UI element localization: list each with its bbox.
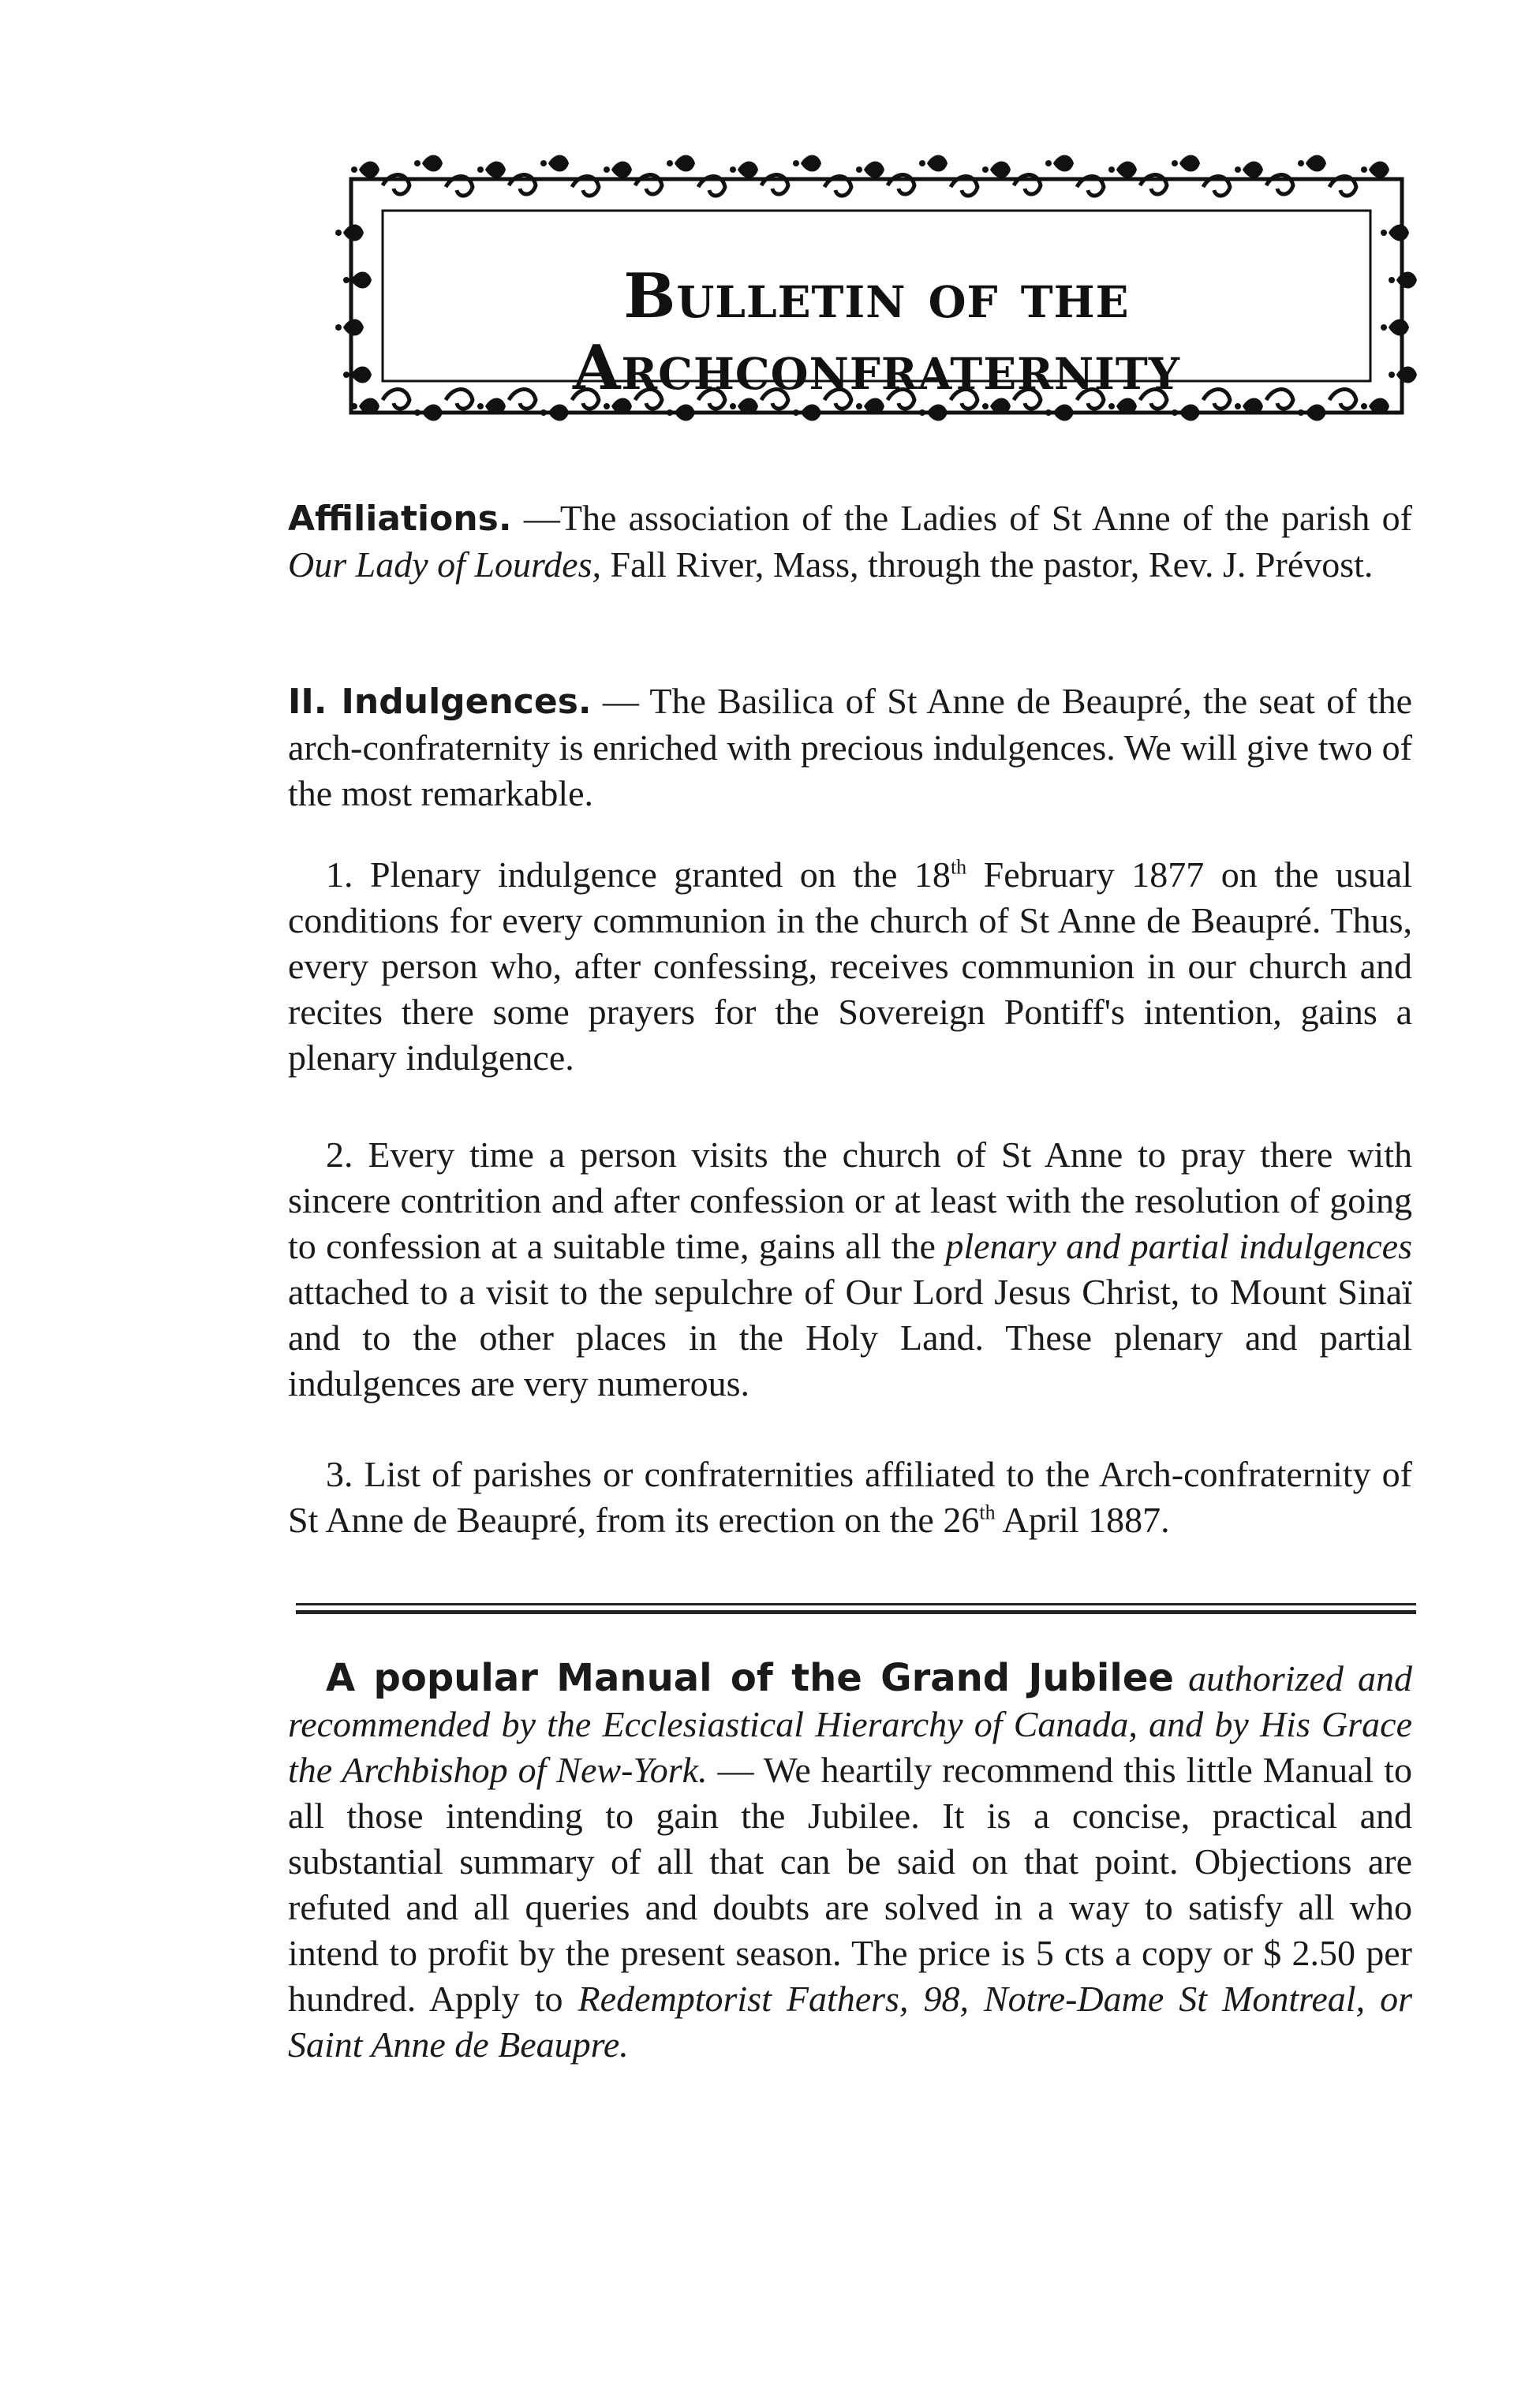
manual-address: Redemptorist Fathers, 98, Notre-Dame St Montreal, or Saint Anne de Beaupre. (288, 1979, 1412, 2065)
indulgences-section (288, 678, 1412, 817)
item-2-italic: plenary and partial indulgences (945, 1226, 1412, 1266)
item-1-text: 1. Plenary indulgence granted on the 18 (326, 854, 951, 895)
item-3-ordinal: th (979, 1501, 996, 1524)
indulgences-lead: II. Indulgences. (288, 682, 592, 722)
item-1-text-end: February 1877 on the usual conditions for every communion in the church of St Anne de Beaupré. Thus, every person who, after confessing, receives communion in our church and recites there some prayers for the Sovereign Pontiff's intention, gains a plenary indulgence. (288, 854, 1412, 1078)
item-2-paragraph (288, 1132, 1412, 1407)
manual-lead: A popular Manual of the Grand Jubilee (326, 1656, 1174, 1700)
bulletin-header (327, 146, 1426, 446)
affiliations-text-end: Fall River, Mass, through the pastor, Rev. J. Prévost. (601, 544, 1374, 585)
item-3-section (288, 1452, 1412, 1543)
item-3-text: 3. List of parishes or confraternities affiliated to the Arch-confraternity of St Anne de Beaupré, from its erection on the 26 (288, 1454, 1412, 1540)
affiliations-text: —The association of the Ladies of St Anne of the parish of (511, 498, 1412, 538)
item-1-section (288, 852, 1412, 1081)
item-1-paragraph (288, 852, 1412, 1081)
affiliations-parish-name: Our Lady of Lourdes, (288, 544, 601, 585)
manual-paragraph (288, 1655, 1412, 2068)
item-2-text: 2. Every time a person visits the church of St Anne to pray there with sincere contrition and after confession or at least with the resolution of going to confession at a suitable time, gains all the (288, 1134, 1412, 1266)
item-2-text-end: attached to a visit to the sepulchre of Our Lord Jesus Christ, to Mount Sinaï and to the other places in the Holy Land. These plenary and partial indulgences are very numerous. (288, 1272, 1412, 1403)
section-divider (296, 1603, 1416, 1614)
item-3-text-end: April 1887. (995, 1500, 1170, 1540)
item-3-paragraph (288, 1452, 1412, 1543)
divider-thin-line (296, 1603, 1416, 1605)
item-2-section (288, 1132, 1412, 1407)
indulgences-paragraph (288, 678, 1412, 817)
item-1-ordinal: th (950, 855, 967, 879)
manual-section (288, 1655, 1412, 2068)
indulgences-text: — The Basilica of St Anne de Beaupré, the seat of the arch-confraternity is enriched with precious indulgences. We will give two of the most remarkable. (288, 681, 1412, 813)
manual-text: — We heartily recommend this little Manual to all those intending to gain the Jubilee. It is a concise, practical and substantial summary of all that can be said on that point. Objections are refuted and all queries and doubts are solved in a way to satisfy all who intend to profit by the present season. The price is 5 cts a copy or $ 2.50 per hundred. Apply to (288, 1750, 1412, 2019)
affiliations-paragraph (288, 495, 1412, 588)
affiliations-section (288, 495, 1412, 588)
header-title: Bulletin of the Archconfraternity (572, 260, 1181, 404)
manual-endorsement: authorized and recommended by the Ecclesiastical Hierarchy of Canada, and by His Grace the Archbishop of New-York. (288, 1658, 1413, 1790)
divider-thick-line (296, 1610, 1416, 1614)
affiliations-lead: Affiliations. (288, 499, 512, 539)
